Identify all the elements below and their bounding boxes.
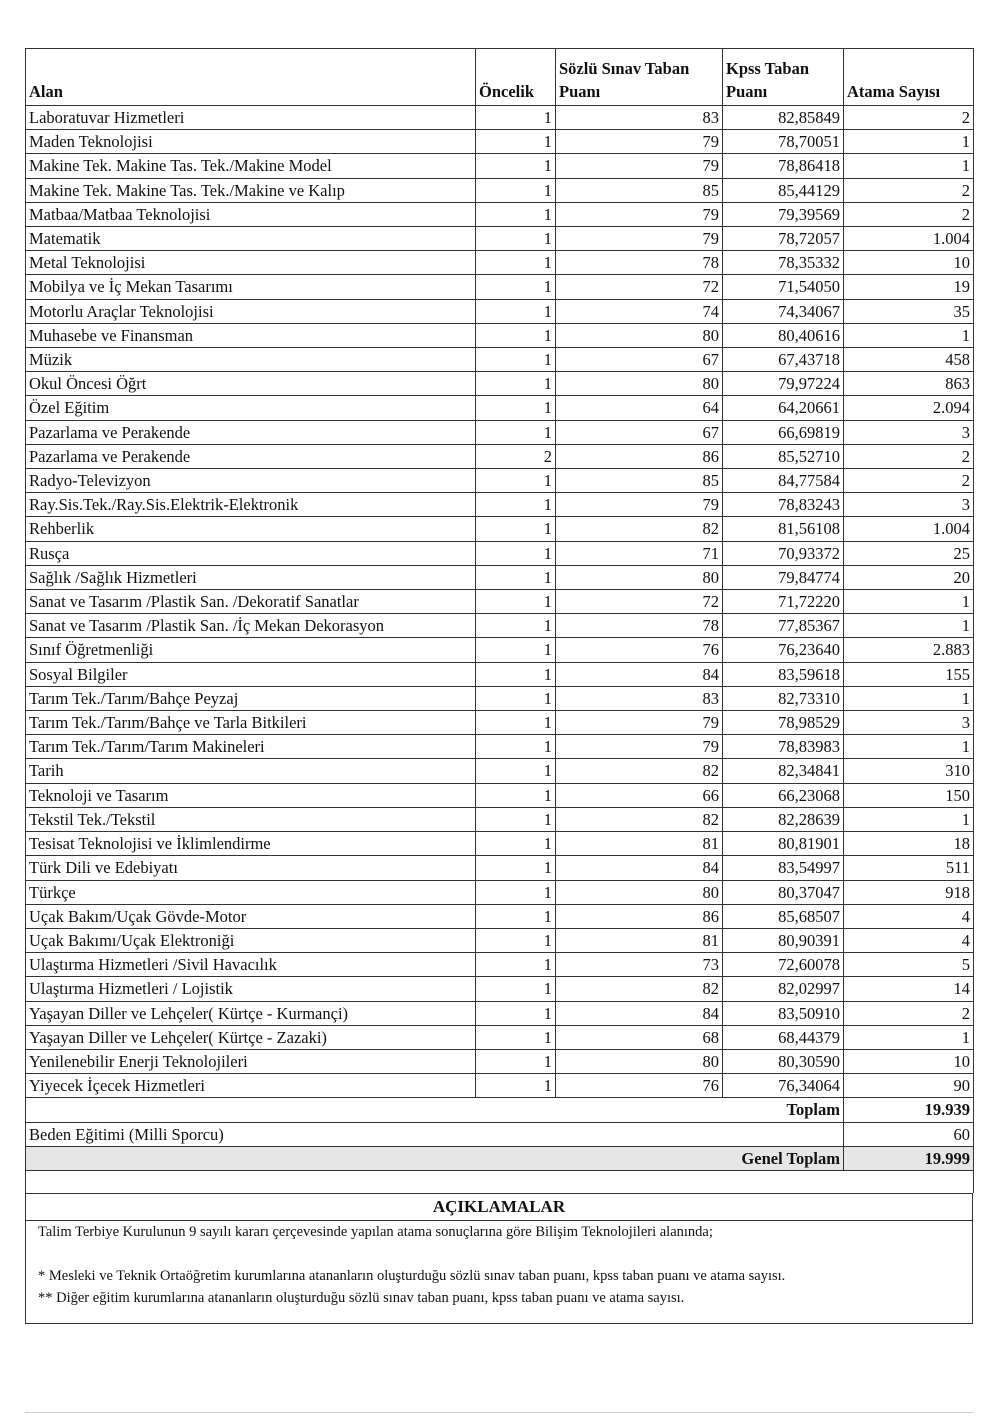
- cell-atama: 1.004: [844, 517, 974, 541]
- cell-alan: Sağlık /Sağlık Hizmetleri: [26, 565, 476, 589]
- table-row: [26, 759, 974, 783]
- cell-alan: Okul Öncesi Öğrt: [26, 372, 476, 396]
- cell-kpss: 78,72057: [723, 227, 844, 251]
- cell-alan: Sanat ve Tasarım /Plastik San. /İç Mekan Dekorasyon: [26, 614, 476, 638]
- cell-alan: Tarih: [26, 759, 476, 783]
- grand-total-label: Genel Toplam: [26, 1146, 844, 1170]
- cell-atama: 1: [844, 130, 974, 154]
- cell-sozlu: 71: [556, 541, 723, 565]
- cell-alan: Mobilya ve İç Mekan Tasarımı: [26, 275, 476, 299]
- header-alan: Alan: [26, 49, 476, 106]
- cell-alan: Muhasebe ve Finansman: [26, 323, 476, 347]
- cell-kpss: 82,28639: [723, 807, 844, 831]
- cell-oncelik: 1: [476, 372, 556, 396]
- cell-atama: 2: [844, 202, 974, 226]
- cell-oncelik: 1: [476, 807, 556, 831]
- table-row: [26, 251, 974, 275]
- header-oncelik: Öncelik: [476, 49, 556, 106]
- cell-oncelik: 2: [476, 444, 556, 468]
- cell-alan: Yaşayan Diller ve Lehçeler( Kürtçe - Zazaki): [26, 1025, 476, 1049]
- notes-section: [25, 1193, 973, 1324]
- cell-alan: Laboratuvar Hizmetleri: [26, 106, 476, 130]
- cell-oncelik: 1: [476, 420, 556, 444]
- table-row: [26, 953, 974, 977]
- cell-sozlu: 67: [556, 348, 723, 372]
- cell-atama: 90: [844, 1074, 974, 1098]
- cell-kpss: 83,59618: [723, 662, 844, 686]
- cell-kpss: 79,97224: [723, 372, 844, 396]
- cell-oncelik: 1: [476, 904, 556, 928]
- cell-sozlu: 82: [556, 977, 723, 1001]
- table-row: [26, 807, 974, 831]
- cell-alan: Sanat ve Tasarım /Plastik San. /Dekoratif Sanatlar: [26, 590, 476, 614]
- cell-kpss: 77,85367: [723, 614, 844, 638]
- header-atama: Atama Sayısı: [844, 49, 974, 106]
- cell-sozlu: 82: [556, 759, 723, 783]
- header-row: [26, 49, 974, 106]
- table-row: [26, 275, 974, 299]
- cell-sozlu: 76: [556, 1074, 723, 1098]
- cell-alan: Radyo-Televizyon: [26, 469, 476, 493]
- grand-total-row: [26, 1146, 974, 1170]
- cell-sozlu: 67: [556, 420, 723, 444]
- cell-atama: 20: [844, 565, 974, 589]
- cell-alan: Tarım Tek./Tarım/Bahçe ve Tarla Bitkileri: [26, 711, 476, 735]
- cell-alan: Makine Tek. Makine Tas. Tek./Makine ve Kalıp: [26, 178, 476, 202]
- table-row: [26, 420, 974, 444]
- cell-oncelik: 1: [476, 469, 556, 493]
- cell-oncelik: 1: [476, 1074, 556, 1098]
- cell-alan: Metal Teknolojisi: [26, 251, 476, 275]
- cell-atama: 4: [844, 904, 974, 928]
- cell-atama: 2: [844, 1001, 974, 1025]
- cell-kpss: 85,44129: [723, 178, 844, 202]
- cell-alan: Rusça: [26, 541, 476, 565]
- cell-atama: 10: [844, 251, 974, 275]
- cell-sozlu: 80: [556, 323, 723, 347]
- cell-oncelik: 1: [476, 1001, 556, 1025]
- cell-kpss: 76,34064: [723, 1074, 844, 1098]
- cell-sozlu: 64: [556, 396, 723, 420]
- cell-atama: 1: [844, 807, 974, 831]
- cell-sozlu: 83: [556, 686, 723, 710]
- cell-atama: 511: [844, 856, 974, 880]
- cell-oncelik: 1: [476, 541, 556, 565]
- cell-oncelik: 1: [476, 832, 556, 856]
- cell-alan: Tarım Tek./Tarım/Tarım Makineleri: [26, 735, 476, 759]
- cell-sozlu: 86: [556, 444, 723, 468]
- table-row: [26, 130, 974, 154]
- cell-atama: 863: [844, 372, 974, 396]
- placement-table: [25, 48, 974, 1193]
- cell-kpss: 76,23640: [723, 638, 844, 662]
- cell-alan: Motorlu Araçlar Teknolojisi: [26, 299, 476, 323]
- note-1: * Mesleki ve Teknik Ortaöğretim kurumlarına atananların oluşturduğu sözlü sınav taban puanı, kpss taban puanı ve atama sayısı.: [38, 1267, 786, 1284]
- table-row: [26, 590, 974, 614]
- table-row: [26, 299, 974, 323]
- table-body: [26, 106, 974, 1098]
- header-sozlu: Sözlü Sınav Taban Puanı: [556, 49, 723, 106]
- cell-alan: Tesisat Teknolojisi ve İklimlendirme: [26, 832, 476, 856]
- table-row: [26, 565, 974, 589]
- cell-atama: 155: [844, 662, 974, 686]
- cell-sozlu: 79: [556, 227, 723, 251]
- cell-atama: 14: [844, 977, 974, 1001]
- beden-label: Beden Eğitimi (Milli Sporcu): [26, 1122, 844, 1146]
- table-row: [26, 178, 974, 202]
- table-row: [26, 1049, 974, 1073]
- cell-sozlu: 80: [556, 880, 723, 904]
- cell-sozlu: 68: [556, 1025, 723, 1049]
- cell-kpss: 72,60078: [723, 953, 844, 977]
- cell-oncelik: 1: [476, 130, 556, 154]
- cell-kpss: 85,52710: [723, 444, 844, 468]
- table-row: [26, 444, 974, 468]
- cell-atama: 3: [844, 711, 974, 735]
- cell-kpss: 71,54050: [723, 275, 844, 299]
- cell-oncelik: 1: [476, 251, 556, 275]
- cell-oncelik: 1: [476, 106, 556, 130]
- table-row: [26, 1074, 974, 1098]
- cell-kpss: 78,86418: [723, 154, 844, 178]
- table-row: [26, 227, 974, 251]
- cell-atama: 1: [844, 686, 974, 710]
- cell-oncelik: 1: [476, 759, 556, 783]
- cell-sozlu: 79: [556, 154, 723, 178]
- cell-kpss: 78,83243: [723, 493, 844, 517]
- table-row: [26, 711, 974, 735]
- cell-alan: Tarım Tek./Tarım/Bahçe Peyzaj: [26, 686, 476, 710]
- cell-sozlu: 82: [556, 517, 723, 541]
- cell-atama: 5: [844, 953, 974, 977]
- cell-kpss: 70,93372: [723, 541, 844, 565]
- grand-total-value: 19.999: [844, 1146, 974, 1170]
- cell-kpss: 82,85849: [723, 106, 844, 130]
- notes-title: AÇIKLAMALAR: [26, 1193, 972, 1221]
- cell-atama: 1: [844, 323, 974, 347]
- beden-value: 60: [844, 1122, 974, 1146]
- cell-alan: Özel Eğitim: [26, 396, 476, 420]
- cell-kpss: 82,34841: [723, 759, 844, 783]
- cell-atama: 1: [844, 1025, 974, 1049]
- cell-atama: 25: [844, 541, 974, 565]
- cell-oncelik: 1: [476, 977, 556, 1001]
- cell-sozlu: 85: [556, 178, 723, 202]
- cell-sozlu: 84: [556, 856, 723, 880]
- table-row: [26, 783, 974, 807]
- cell-kpss: 81,56108: [723, 517, 844, 541]
- table-row: [26, 856, 974, 880]
- cell-atama: 19: [844, 275, 974, 299]
- cell-alan: Müzik: [26, 348, 476, 372]
- cell-sozlu: 80: [556, 1049, 723, 1073]
- cell-atama: 2: [844, 106, 974, 130]
- cell-sozlu: 79: [556, 735, 723, 759]
- cell-sozlu: 78: [556, 614, 723, 638]
- cell-kpss: 78,70051: [723, 130, 844, 154]
- cell-atama: 1: [844, 735, 974, 759]
- cell-alan: Uçak Bakım/Uçak Gövde-Motor: [26, 904, 476, 928]
- cell-alan: Ray.Sis.Tek./Ray.Sis.Elektrik-Elektronik: [26, 493, 476, 517]
- cell-atama: 1: [844, 590, 974, 614]
- cell-atama: 3: [844, 420, 974, 444]
- cell-oncelik: 1: [476, 614, 556, 638]
- table-row: [26, 735, 974, 759]
- cell-atama: 310: [844, 759, 974, 783]
- cell-oncelik: 1: [476, 323, 556, 347]
- cell-kpss: 67,43718: [723, 348, 844, 372]
- cell-alan: Rehberlik: [26, 517, 476, 541]
- header-kpss: Kpss Taban Puanı: [723, 49, 844, 106]
- cell-oncelik: 1: [476, 348, 556, 372]
- cell-kpss: 80,37047: [723, 880, 844, 904]
- cell-oncelik: 1: [476, 711, 556, 735]
- cell-sozlu: 81: [556, 928, 723, 952]
- table-row: [26, 541, 974, 565]
- table-row: [26, 904, 974, 928]
- table-row: [26, 372, 974, 396]
- cell-alan: Ulaştırma Hizmetleri / Lojistik: [26, 977, 476, 1001]
- cell-sozlu: 85: [556, 469, 723, 493]
- cell-alan: Yiyecek İçecek Hizmetleri: [26, 1074, 476, 1098]
- table-row: [26, 517, 974, 541]
- table-row: [26, 638, 974, 662]
- cell-sozlu: 84: [556, 1001, 723, 1025]
- cell-alan: Tekstil Tek./Tekstil: [26, 807, 476, 831]
- cell-atama: 918: [844, 880, 974, 904]
- cell-sozlu: 79: [556, 202, 723, 226]
- table-row: [26, 1025, 974, 1049]
- cell-kpss: 78,98529: [723, 711, 844, 735]
- cell-sozlu: 80: [556, 565, 723, 589]
- cell-kpss: 78,83983: [723, 735, 844, 759]
- cell-atama: 2: [844, 444, 974, 468]
- table-row: [26, 323, 974, 347]
- cell-sozlu: 86: [556, 904, 723, 928]
- cell-oncelik: 1: [476, 227, 556, 251]
- cell-kpss: 82,02997: [723, 977, 844, 1001]
- cell-atama: 2: [844, 469, 974, 493]
- cell-alan: Türkçe: [26, 880, 476, 904]
- cell-oncelik: 1: [476, 686, 556, 710]
- cell-sozlu: 80: [556, 372, 723, 396]
- table-row: [26, 106, 974, 130]
- table-row: [26, 469, 974, 493]
- cell-atama: 2.094: [844, 396, 974, 420]
- cell-oncelik: 1: [476, 275, 556, 299]
- cell-oncelik: 1: [476, 856, 556, 880]
- cell-kpss: 71,72220: [723, 590, 844, 614]
- cell-sozlu: 78: [556, 251, 723, 275]
- cell-atama: 2: [844, 178, 974, 202]
- cell-atama: 35: [844, 299, 974, 323]
- table-row: [26, 662, 974, 686]
- page-divider: [25, 1412, 973, 1413]
- cell-kpss: 82,73310: [723, 686, 844, 710]
- cell-sozlu: 74: [556, 299, 723, 323]
- cell-kpss: 80,90391: [723, 928, 844, 952]
- table-row: [26, 832, 974, 856]
- cell-atama: 3: [844, 493, 974, 517]
- table-row: [26, 154, 974, 178]
- cell-kpss: 66,23068: [723, 783, 844, 807]
- cell-atama: 1.004: [844, 227, 974, 251]
- cell-kpss: 80,30590: [723, 1049, 844, 1073]
- cell-sozlu: 72: [556, 275, 723, 299]
- cell-kpss: 79,39569: [723, 202, 844, 226]
- cell-oncelik: 1: [476, 565, 556, 589]
- cell-kpss: 80,81901: [723, 832, 844, 856]
- cell-oncelik: 1: [476, 299, 556, 323]
- cell-sozlu: 79: [556, 711, 723, 735]
- cell-sozlu: 73: [556, 953, 723, 977]
- total-row: [26, 1098, 974, 1122]
- cell-alan: Pazarlama ve Perakende: [26, 420, 476, 444]
- cell-kpss: 78,35332: [723, 251, 844, 275]
- cell-kpss: 80,40616: [723, 323, 844, 347]
- cell-oncelik: 1: [476, 1025, 556, 1049]
- cell-alan: Uçak Bakımı/Uçak Elektroniği: [26, 928, 476, 952]
- cell-kpss: 83,50910: [723, 1001, 844, 1025]
- table-row: [26, 1001, 974, 1025]
- results-sheet: [25, 48, 973, 1324]
- cell-alan: Yenilenebilir Enerji Teknolojileri: [26, 1049, 476, 1073]
- cell-oncelik: 1: [476, 638, 556, 662]
- table-row: [26, 396, 974, 420]
- cell-kpss: 79,84774: [723, 565, 844, 589]
- cell-alan: Sosyal Bilgiler: [26, 662, 476, 686]
- cell-atama: 10: [844, 1049, 974, 1073]
- cell-sozlu: 79: [556, 130, 723, 154]
- cell-oncelik: 1: [476, 493, 556, 517]
- cell-oncelik: 1: [476, 928, 556, 952]
- cell-alan: Teknoloji ve Tasarım: [26, 783, 476, 807]
- table-row: [26, 202, 974, 226]
- cell-alan: Matematik: [26, 227, 476, 251]
- cell-alan: Yaşayan Diller ve Lehçeler( Kürtçe - Kurmançi): [26, 1001, 476, 1025]
- beden-row: [26, 1122, 974, 1146]
- cell-atama: 458: [844, 348, 974, 372]
- cell-sozlu: 81: [556, 832, 723, 856]
- cell-kpss: 64,20661: [723, 396, 844, 420]
- cell-oncelik: 1: [476, 178, 556, 202]
- cell-kpss: 74,34067: [723, 299, 844, 323]
- cell-kpss: 85,68507: [723, 904, 844, 928]
- cell-oncelik: 1: [476, 154, 556, 178]
- cell-oncelik: 1: [476, 662, 556, 686]
- cell-kpss: 68,44379: [723, 1025, 844, 1049]
- table-row: [26, 686, 974, 710]
- cell-sozlu: 76: [556, 638, 723, 662]
- total-label: Toplam: [26, 1098, 844, 1122]
- cell-alan: Türk Dili ve Edebiyatı: [26, 856, 476, 880]
- cell-sozlu: 66: [556, 783, 723, 807]
- cell-atama: 150: [844, 783, 974, 807]
- cell-oncelik: 1: [476, 783, 556, 807]
- cell-atama: 2.883: [844, 638, 974, 662]
- cell-oncelik: 1: [476, 202, 556, 226]
- note-2: ** Diğer eğitim kurumlarına atananların oluşturduğu sözlü sınav taban puanı, kpss taban puanı ve atama sayısı.: [38, 1289, 685, 1306]
- cell-oncelik: 1: [476, 517, 556, 541]
- cell-oncelik: 1: [476, 953, 556, 977]
- cell-sozlu: 84: [556, 662, 723, 686]
- totals-body: [26, 1098, 974, 1193]
- cell-alan: Makine Tek. Makine Tas. Tek./Makine Model: [26, 154, 476, 178]
- cell-alan: Maden Teknolojisi: [26, 130, 476, 154]
- cell-sozlu: 83: [556, 106, 723, 130]
- cell-oncelik: 1: [476, 590, 556, 614]
- cell-sozlu: 82: [556, 807, 723, 831]
- cell-oncelik: 1: [476, 880, 556, 904]
- total-value: 19.939: [844, 1098, 974, 1122]
- cell-alan: Pazarlama ve Perakende: [26, 444, 476, 468]
- cell-atama: 1: [844, 614, 974, 638]
- cell-alan: Ulaştırma Hizmetleri /Sivil Havacılık: [26, 953, 476, 977]
- table-row: [26, 928, 974, 952]
- table-row: [26, 880, 974, 904]
- spacer-row: [26, 1170, 974, 1193]
- cell-sozlu: 79: [556, 493, 723, 517]
- cell-sozlu: 72: [556, 590, 723, 614]
- cell-kpss: 66,69819: [723, 420, 844, 444]
- cell-alan: Sınıf Öğretmenliği: [26, 638, 476, 662]
- cell-oncelik: 1: [476, 396, 556, 420]
- cell-atama: 18: [844, 832, 974, 856]
- cell-atama: 1: [844, 154, 974, 178]
- cell-kpss: 84,77584: [723, 469, 844, 493]
- table-row: [26, 977, 974, 1001]
- cell-oncelik: 1: [476, 1049, 556, 1073]
- cell-kpss: 83,54997: [723, 856, 844, 880]
- cell-oncelik: 1: [476, 735, 556, 759]
- cell-alan: Matbaa/Matbaa Teknolojisi: [26, 202, 476, 226]
- table-row: [26, 493, 974, 517]
- cell-atama: 4: [844, 928, 974, 952]
- notes-intro: Talim Terbiye Kurulunun 9 sayılı kararı çerçevesinde yapılan atama sonuçlarına göre Bilişim Teknolojileri alanında;: [38, 1223, 713, 1240]
- table-row: [26, 348, 974, 372]
- table-row: [26, 614, 974, 638]
